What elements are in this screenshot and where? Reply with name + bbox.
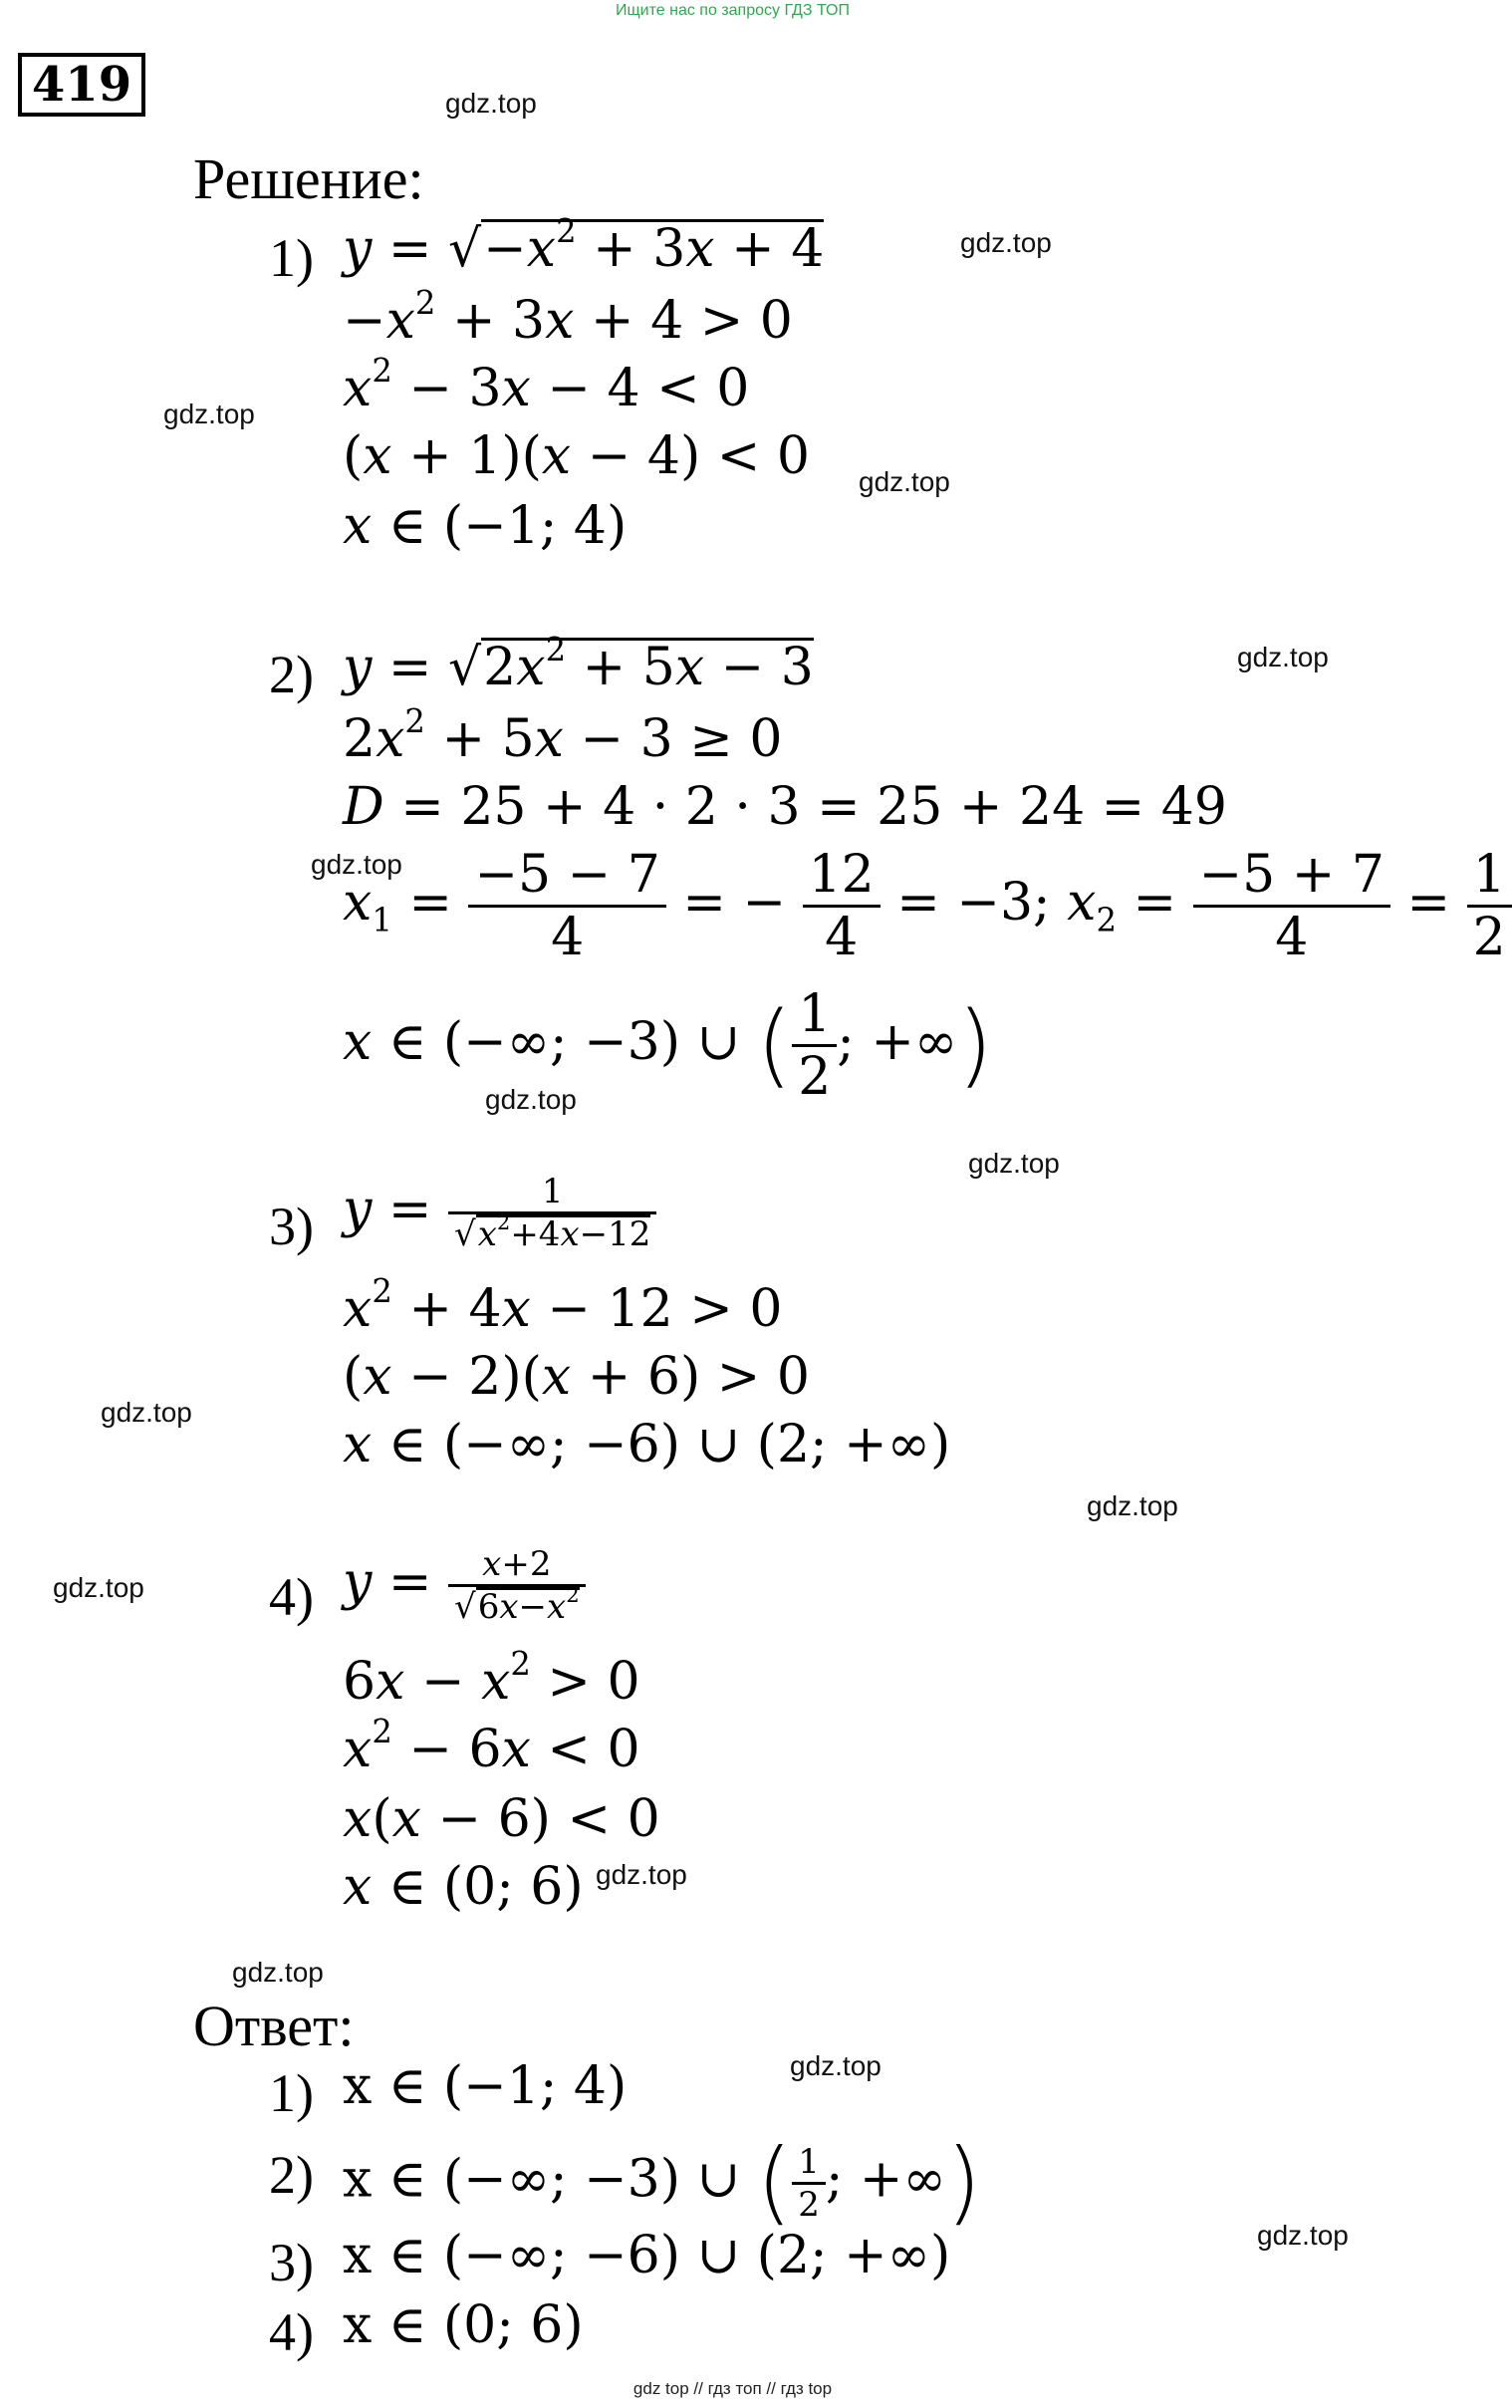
equation: $x_1$ = $\frac{-5 - 7}{4}$ = − $\frac{12}{4}$ = −3; $x_2$ = $\frac{-5 + 7}{4}$ = $\frac{1}{2}$ xyxy=(343,845,1512,967)
equation: x ∈ (−∞; −6) ∪ (2; +∞) xyxy=(343,1415,951,1474)
watermark: gdz.top xyxy=(163,399,255,429)
watermark: gdz.top xyxy=(790,2050,882,2081)
watermark: gdz.top xyxy=(960,227,1052,258)
watermark: gdz.top xyxy=(859,466,950,497)
answer-heading: Ответ: xyxy=(193,1994,355,2058)
watermark: gdz.top xyxy=(968,1148,1060,1179)
answer-2-right: ; +∞ xyxy=(825,2149,946,2210)
answer-3: x ∈ (−∞; −6) ∪ (2; +∞) xyxy=(343,2226,951,2285)
item-number: 3) xyxy=(269,1197,314,1256)
equation: (x − 2)(x + 6) > 0 xyxy=(343,1347,810,1407)
equation: $2x^2 + 5x - 3 \ge 0$ xyxy=(343,701,783,769)
watermark: gdz.top xyxy=(596,1859,687,1890)
answer-2-left: x ∈ (−∞; −3) ∪ xyxy=(343,2149,741,2210)
equation: $x^2 - 6x < 0$ xyxy=(343,1712,640,1779)
task-number: 419 xyxy=(18,53,145,117)
equation: x ∈ (−1; 4) xyxy=(343,496,628,556)
solution-heading: Решение: xyxy=(193,146,424,211)
item-number: 4) xyxy=(269,1567,314,1627)
equation: D = 25 + 4 · 2 · 3 = 25 + 24 = 49 xyxy=(343,777,1227,837)
equation: x ∈ (−∞; −3) ∪ ( $\frac{1}{2}$ ; +∞) xyxy=(343,984,993,1107)
item-number: 1) xyxy=(269,228,314,288)
answer-2: x ∈ (−∞; −3) ∪ ( $\frac{1}{2}$ ; +∞) xyxy=(343,2130,982,2235)
watermark: gdz.top xyxy=(485,1084,577,1115)
answer-4: x ∈ (0; 6) xyxy=(343,2295,584,2355)
equation: $x^2 + 4x - 12 > 0$ xyxy=(343,1271,783,1339)
watermark: gdz.top xyxy=(445,88,537,119)
equation: $6x - x^2 > 0$ xyxy=(343,1644,640,1712)
equation: $y = √-x^2 + 3x + 4$ xyxy=(343,211,825,279)
equation: y = $\frac{x+2}{√6x-x^2}$ xyxy=(343,1544,586,1627)
equation: $x^2 - 3x - 4 < 0$ xyxy=(343,351,750,418)
watermark: gdz.top xyxy=(1087,1490,1178,1521)
watermark: gdz.top xyxy=(1257,2220,1349,2251)
bottom-banner: gdz top // гдз топ // гдз top xyxy=(632,2379,833,2398)
watermark: gdz.top xyxy=(101,1397,192,1428)
watermark: gdz.top xyxy=(53,1572,144,1603)
item-number: 4) xyxy=(269,2302,314,2362)
top-banner: Ищите нас по запросу ГДЗ ТОП xyxy=(616,2,850,19)
watermark: gdz.top xyxy=(1237,642,1329,672)
item-number: 2) xyxy=(269,645,314,704)
equation: (x + 1)(x − 4) < 0 xyxy=(343,426,810,486)
equation: $y = √2x^2 + 5x - 3$ xyxy=(343,630,814,697)
answer-1: x ∈ (−1; 4) xyxy=(343,2056,628,2116)
item-number: 3) xyxy=(269,2233,314,2292)
equation: y = $\frac{1}{√x^2+4x-12}$ xyxy=(343,1172,656,1254)
answer-2-frac-num: 1 xyxy=(792,2142,826,2185)
item-number: 2) xyxy=(269,2145,314,2205)
equation: x(x − 6) < 0 xyxy=(343,1789,660,1849)
item-number: 1) xyxy=(269,2063,314,2123)
equation: x ∈ (0; 6) xyxy=(343,1857,584,1917)
equation: $-x^2 + 3x + 4 > 0$ xyxy=(343,283,793,351)
watermark: gdz.top xyxy=(232,1957,324,1988)
watermark: gdz.top xyxy=(311,849,402,880)
answer-2-frac-den: 2 xyxy=(798,2184,820,2225)
